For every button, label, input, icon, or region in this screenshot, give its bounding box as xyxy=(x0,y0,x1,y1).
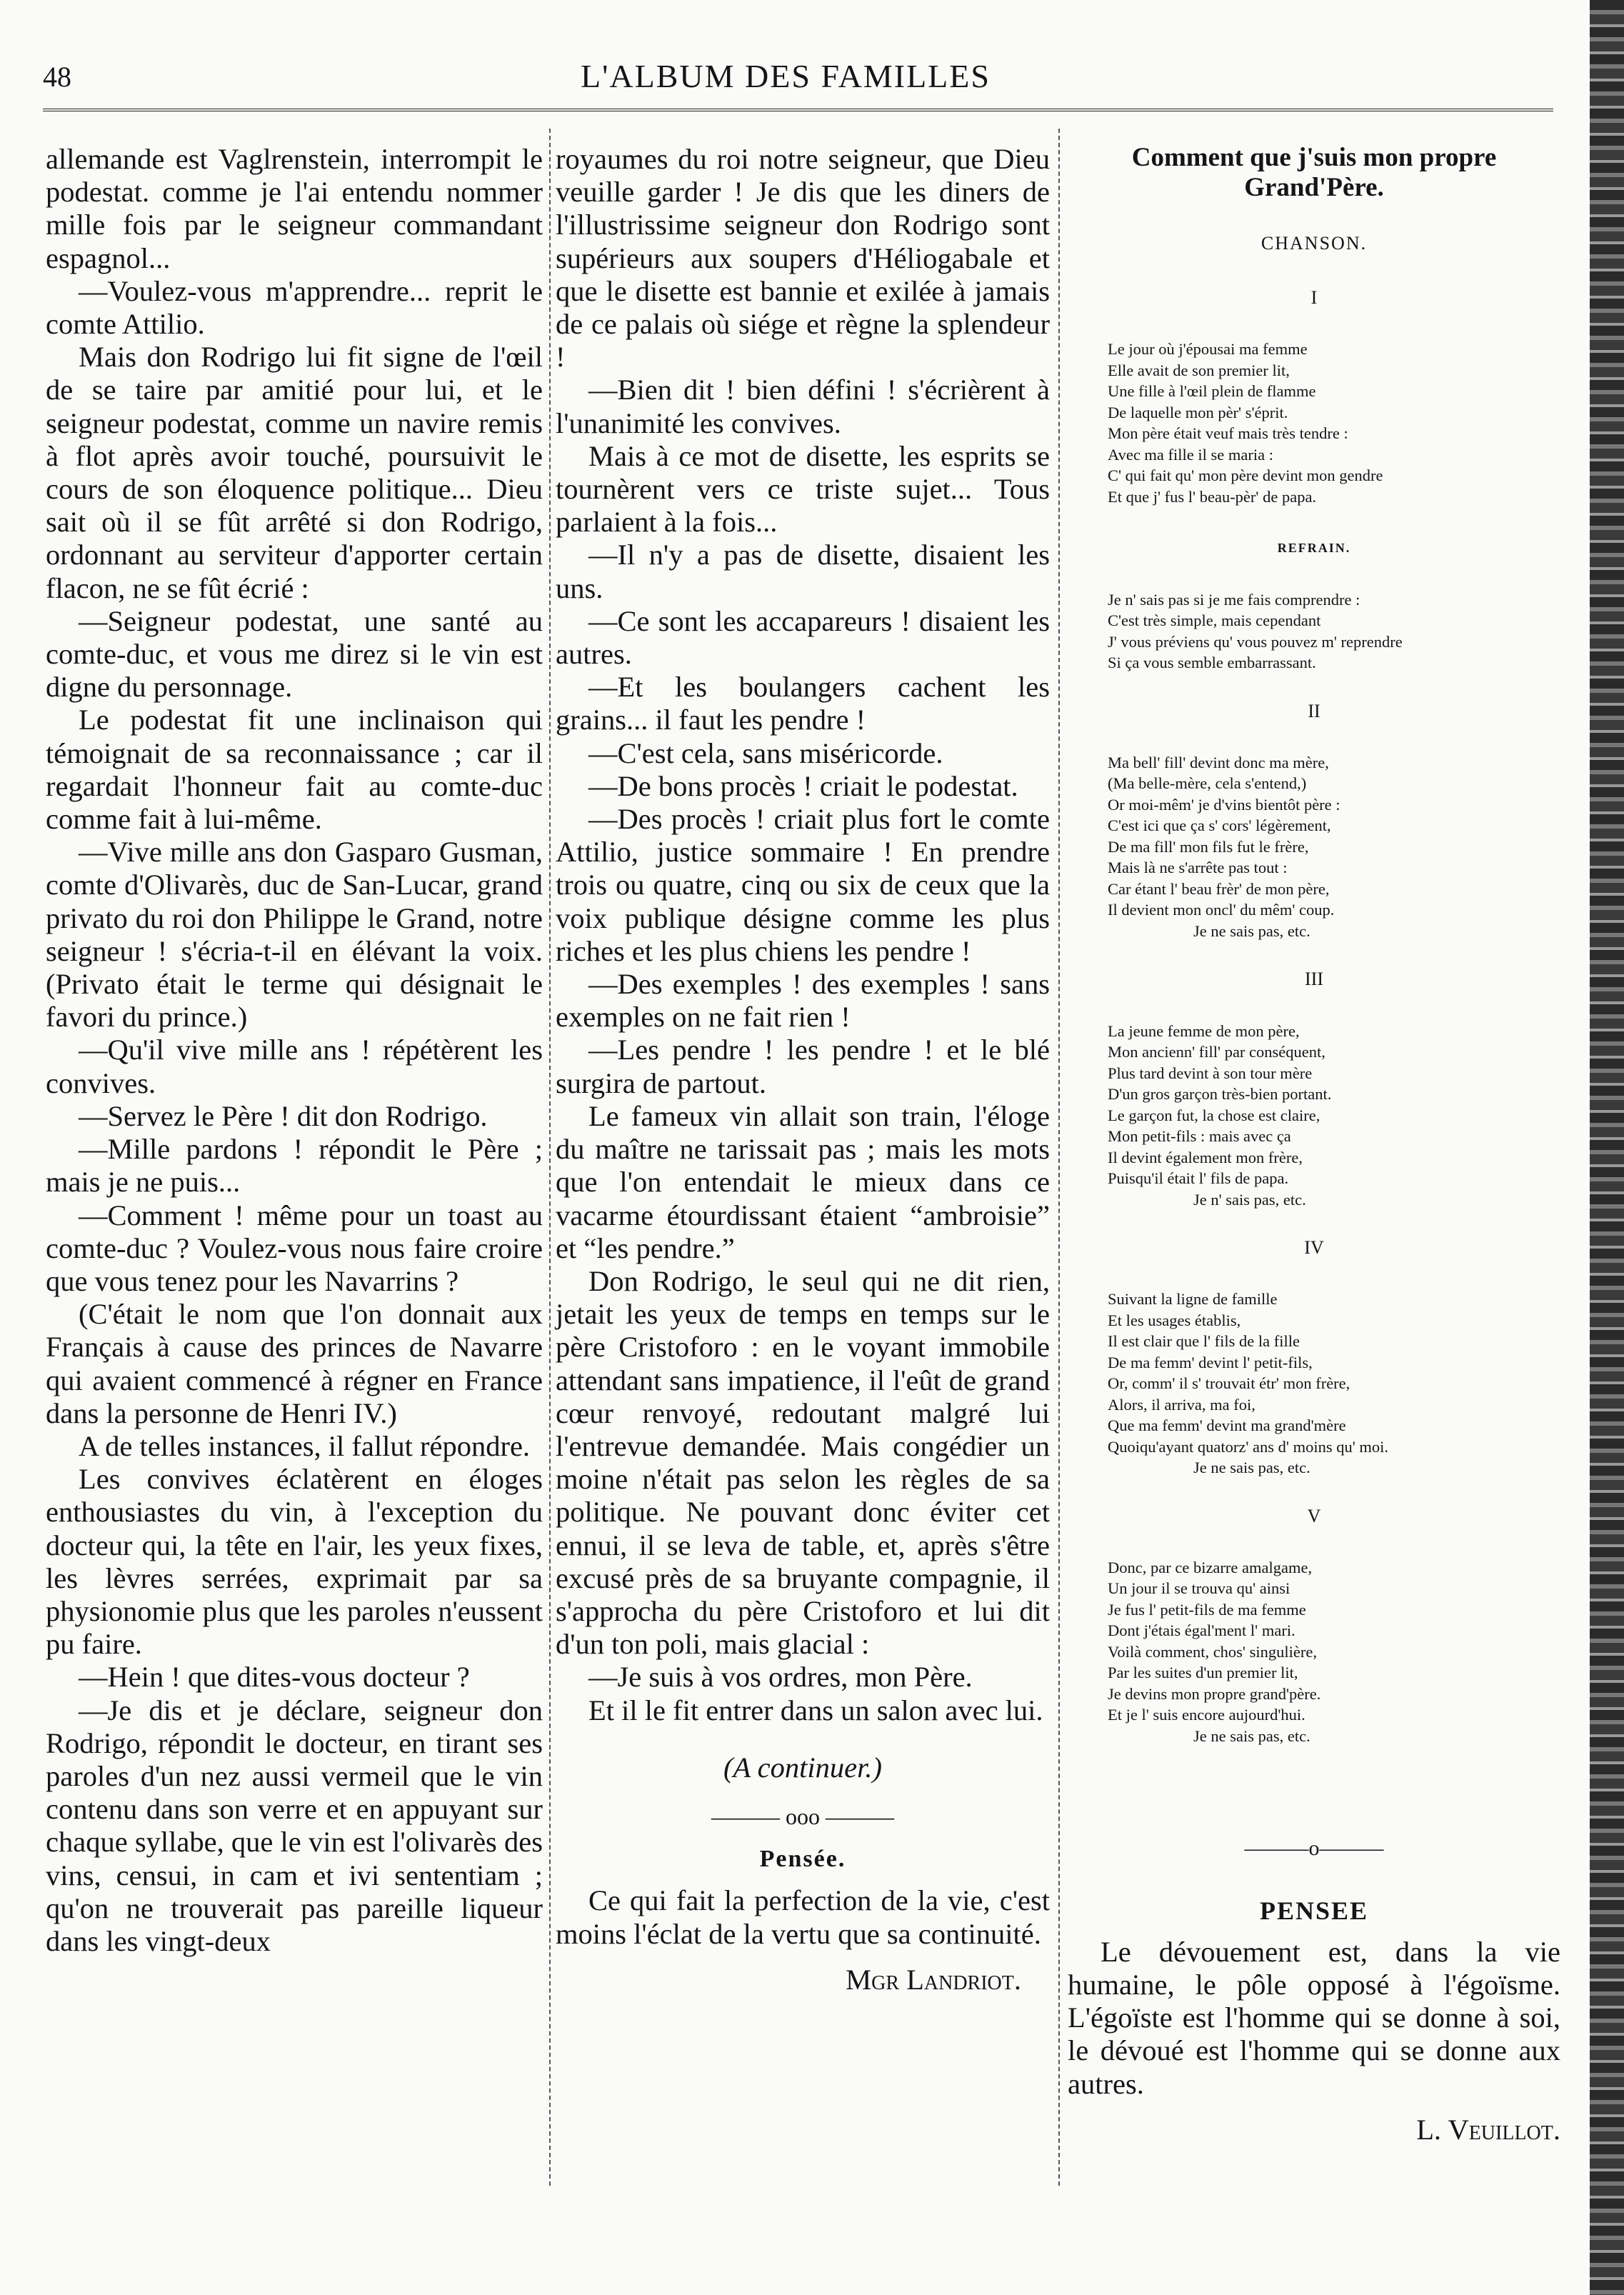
paragraph: —Bien dit ! bien défini ! s'écrièrent à l'unanimité les convives. xyxy=(556,374,1050,439)
verse-line: Mon ancienn' fill' par conséquent, xyxy=(1108,1043,1325,1061)
verse-line: Plus tard devint à son tour mère xyxy=(1108,1064,1313,1082)
verse-line: Mon père était veuf mais très tendre : xyxy=(1108,424,1348,443)
verse-line: Par les suites d'un premier lit, xyxy=(1108,1664,1298,1682)
verse-line: Donc, par ce bizarre amalgame, xyxy=(1108,1558,1313,1576)
verse-line: (Ma belle-mère, cela s'entend,) xyxy=(1108,774,1307,793)
paragraph: —Servez le Père ! dit don Rodrigo. xyxy=(79,1099,488,1132)
refrain-line: J' vous préviens qu' vous pouvez m' reprendre xyxy=(1108,632,1403,651)
verse-line: De ma femm' devint l' petit-fils, xyxy=(1108,1353,1313,1371)
paragraph: Mais à ce mot de disette, les esprits se tournèrent vers ce triste sujet... Tous parlaient à la fois... xyxy=(556,439,1050,539)
paragraph: —Comment ! même pour un toast au comte-duc ? Voulez-vous nous faire croire que vous tenez pour les Navarrins ? xyxy=(46,1199,543,1297)
verse-line: De laquelle mon pèr' s'éprit. xyxy=(1108,403,1288,421)
refrain-line: Je n' sais pas si je me fais comprendre : xyxy=(1108,590,1360,609)
paragraph: A de telles instances, il fallut répondre. xyxy=(79,1429,531,1462)
refrain-reprise: Je ne sais pas, etc. xyxy=(1193,1459,1310,1477)
verse-line: C'est ici que ça s' cors' légèrement, xyxy=(1108,816,1331,835)
verse-line: Mais là ne s'arrête pas tout : xyxy=(1108,859,1288,877)
column-divider-1 xyxy=(549,129,551,2186)
verse-line: Je devins mon propre grand'père. xyxy=(1108,1684,1321,1703)
refrain-line: C'est très simple, mais cependant xyxy=(1108,611,1321,630)
column-2 xyxy=(556,143,1050,1996)
paragraph: (C'était le nom que l'on donnait aux Français à cause des princes de Navarre qui avaient commencé à régner en France dans la personne de Henri IV.) xyxy=(46,1298,543,1429)
verse-line: Et je l' suis encore aujourd'hui. xyxy=(1108,1706,1305,1724)
paragraph: Le fameux vin allait son train, l'éloge du maître ne tarissait pas ; mais les mots que l'on entendait le mieux dans ce vacarme étourdissant étaient “ambroisie” et “les pendre.” xyxy=(556,1099,1050,1264)
verse-line: Je fus l' petit-fils de ma femme xyxy=(1108,1600,1306,1619)
verse-line: Elle avait de son premier lit, xyxy=(1108,361,1290,379)
to-be-continued: (A continuer.) xyxy=(723,1751,882,1784)
paragraph: —Je suis à vos ordres, mon Père. xyxy=(588,1661,973,1694)
verse-line: Le garçon fut, la chose est claire, xyxy=(1108,1106,1320,1124)
refrain-reprise: Je n' sais pas, etc. xyxy=(1193,1190,1306,1209)
paragraph: —Vive mille ans don Gasparo Gusman, comte d'Olivarès, duc de San-Lucar, grand privato du roi don Philippe le Grand, notre seigneur ! s'écria-t-il en élévant la voix. (Privato était le terme qui désignait le favori du prince.) xyxy=(46,836,543,1034)
paragraph: —Des exemples ! des exemples ! sans exemples on ne fait rien ! xyxy=(556,968,1050,1034)
verse-line: Avec ma fille il se maria : xyxy=(1108,445,1273,464)
scan-binding-edge xyxy=(1590,0,1624,2295)
page-number: 48 xyxy=(43,61,71,93)
header-rule xyxy=(43,109,1553,111)
verse-line: Or moi-mêm' je d'vins bientôt père : xyxy=(1108,795,1340,814)
paragraph: allemande est Vaglrenstein, interrompit le podestat. comme je l'ai entendu nommer mille fois par le seigneur commandant espagnol... xyxy=(46,143,543,274)
paragraph: —C'est cela, sans miséricorde. xyxy=(588,736,943,769)
paragraph: —Il n'y a pas de disette, disaient les uns. xyxy=(556,539,1050,604)
paragraph: —Qu'il vive mille ans ! répétèrent les convives. xyxy=(46,1034,543,1099)
paragraph: —Hein ! que dites-vous docteur ? xyxy=(79,1661,470,1694)
paragraph: —Des procès ! criait plus fort le comte Attilio, justice sommaire ! En prendre trois ou quatre, cinq ou six de ceux que la voix publique désigne comme les plus riches et les plus chiens les pendre ! xyxy=(556,803,1050,967)
verse xyxy=(1108,1021,1560,1211)
verse-numeral: II xyxy=(1308,700,1320,721)
paragraph: Le podestat fit une inclinaison qui témoignait de sa reconnaissance ; car il regardait l'honneur fait au comte-duc comme fait à lui-même. xyxy=(46,704,543,836)
verse-line: Il est clair que l' fils de la fille xyxy=(1108,1332,1300,1351)
paragraph: Mais don Rodrigo lui fit signe de l'œil de se taire par amitié pour lui, et le seigneur podestat, comme un navire remis à flot après avoir touché, poursuivit le cours de son éloquence politique... Dieu sait où il se fût arrêté si don Rodrigo, ordonnant au serviteur d'apporter certain flacon, ne se fût écrié : xyxy=(46,341,543,604)
pensee-author xyxy=(556,1964,1021,1996)
paragraph: —Voulez-vous m'apprendre... reprit le comte Attilio. xyxy=(46,274,543,341)
verse-line: Puisqu'il était l' fils de papa. xyxy=(1108,1169,1289,1188)
verse xyxy=(1108,339,1560,507)
paragraph: Et il le fit entrer dans un salon avec lui. xyxy=(588,1694,1043,1726)
verse-numeral: V xyxy=(1307,1505,1321,1526)
verse-line: Suivant la ligne de famille xyxy=(1108,1290,1278,1309)
verse-line: Or, comm' il s' trouvait étr' mon frère, xyxy=(1108,1374,1350,1393)
refrain-reprise: Je ne sais pas, etc. xyxy=(1193,921,1310,940)
verse-line: Une fille à l'œil plein de flamme xyxy=(1108,382,1316,401)
verse-line: Il devint également mon frère, xyxy=(1108,1148,1303,1166)
verse-numeral: IV xyxy=(1304,1237,1324,1259)
verse-line: Que ma femm' devint ma grand'mère xyxy=(1108,1416,1346,1435)
paragraph: —Mille pardons ! répondit le Père ; mais je ne puis... xyxy=(46,1133,543,1199)
section-separator: ——— ooo ——— xyxy=(711,1803,894,1829)
author-name: Mgr Landriot. xyxy=(846,1963,1021,1996)
verse-line: De ma fill' mon fils fut le frère, xyxy=(1108,837,1309,856)
pensee-author xyxy=(1068,2114,1560,2146)
pensee-heading: PENSEE xyxy=(1259,1896,1369,1925)
verse-line: Voilà comment, chos' singulière, xyxy=(1108,1642,1317,1661)
verse-line: Un jour il se trouva qu' ainsi xyxy=(1108,1579,1290,1598)
song-title: Comment que j'suis mon propre Grand'Père. xyxy=(1131,143,1497,202)
refrain-line: Si ça vous semble embarrassant. xyxy=(1108,654,1316,672)
pensee-heading: Pensée. xyxy=(759,1846,846,1873)
column-3 xyxy=(1068,143,1560,2146)
pensee-text: Ce qui fait la perfection de la vie, c'est moins l'éclat de la vertu que sa continuité. xyxy=(556,1884,1050,1950)
verse-line: Et les usages établis, xyxy=(1108,1311,1241,1329)
verse-line: Dont j'étais égal'ment l' mari. xyxy=(1108,1621,1295,1640)
verse-line: Mon petit-fils : mais avec ça xyxy=(1108,1127,1291,1146)
song-label: CHANSON. xyxy=(1260,233,1368,254)
paragraph: Don Rodrigo, le seul qui ne dit rien, jetait les yeux de temps en temps sur le père Cristoforo : en le voyant immobile attendant sans impatience, il l'eût de grand cœur renvoyé, redoutant malgré lui l'entrevue demandée. Mais congédier un moine n'était pas selon les règles de sa politique. Ne pouvant donc éviter cet ennui, il se leva de table, et, après s'être excusé près de sa bruyante compagnie, il s'approcha du père Cristoforo et lui dit d'un ton poli, mais glacial : xyxy=(556,1264,1050,1661)
paragraph: royaumes du roi notre seigneur, que Dieu veuille garder ! Je dis que les diners de l'illustrissime seigneur don Rodrigo sont supérieurs aux soupers d'Héliogabale et que le disette est bannie et exilée à jamais de ce palais où siége et règne la splendeur ! xyxy=(556,143,1050,374)
paragraph: —Ce sont les accapareurs ! disaient les autres. xyxy=(556,604,1050,671)
author-name: L. Veuillot. xyxy=(1416,2113,1560,2146)
paragraph: —Les pendre ! les pendre ! et le blé surgira de partout. xyxy=(556,1034,1050,1099)
column-divider-2 xyxy=(1058,129,1060,2186)
verse xyxy=(1108,1557,1560,1747)
section-separator: ———o——— xyxy=(1244,1836,1384,1861)
refrain-reprise: Je ne sais pas, etc. xyxy=(1193,1726,1310,1745)
refrain-heading: REFRAIN. xyxy=(1277,541,1351,556)
refrain xyxy=(1108,589,1560,674)
verse-line: Et que j' fus l' beau-pèr' de papa. xyxy=(1108,487,1317,506)
verse-line: Ma bell' fill' devint donc ma mère, xyxy=(1108,753,1329,771)
verse-numeral: I xyxy=(1310,287,1318,309)
verse xyxy=(1108,752,1560,942)
pensee-text: Le dévouement est, dans la vie humaine, le pôle opposé à l'égoïsme. L'égoïste est l'homme qui se donne à soi, le dévoué est l'homme qui se donne aux autres. xyxy=(1068,1935,1560,2100)
verse-line: Car étant l' beau frèr' de mon père, xyxy=(1108,879,1330,898)
verse-line: Il devient mon oncl' du mêm' coup. xyxy=(1108,901,1335,919)
paragraph: Les convives éclatèrent en éloges enthousiastes du vin, à l'exception du docteur qui, la tête en l'air, les yeux fixes, les lèvres serrées, exprimait par sa physionomie plus que les paroles n'eussent pu faire. xyxy=(46,1463,543,1661)
paragraph: —De bons procès ! criait le podestat. xyxy=(588,769,1018,802)
paragraph: —Et les boulangers cachent les grains... il faut les pendre ! xyxy=(556,671,1050,736)
paragraph: —Seigneur podestat, une santé au comte-duc, et vous me direz si le vin est digne du personnage. xyxy=(46,604,543,704)
verse-line: Le jour où j'épousai ma femme xyxy=(1108,340,1308,359)
verse-line: Quoiqu'ayant quatorz' ans d' moins qu' moi. xyxy=(1108,1437,1389,1456)
verse-line: D'un gros garçon très-bien portant. xyxy=(1108,1085,1332,1104)
verse-line: La jeune femme de mon père, xyxy=(1108,1021,1300,1040)
verse-numeral: III xyxy=(1305,969,1323,990)
verse-line: Alors, il arriva, ma foi, xyxy=(1108,1395,1255,1414)
column-1 xyxy=(46,143,543,1958)
paragraph: —Je dis et je déclare, seigneur don Rodrigo, répondit le docteur, en tirant ses paroles d'un nez aussi vermeil que le vin contenu dans son verre et en appuyant sur chaque syllabe, que le vin est l'olivarès des vins, censui, in cam et ivi sententiam ; qu'on ne trouverait pas pareille liqueur dans les vingt-deux xyxy=(46,1694,543,1957)
verse xyxy=(1108,1289,1560,1479)
verse-line: C' qui fait qu' mon père devint mon gendre xyxy=(1108,466,1383,485)
journal-title: L'ALBUM DES FAMILLES xyxy=(581,58,991,94)
